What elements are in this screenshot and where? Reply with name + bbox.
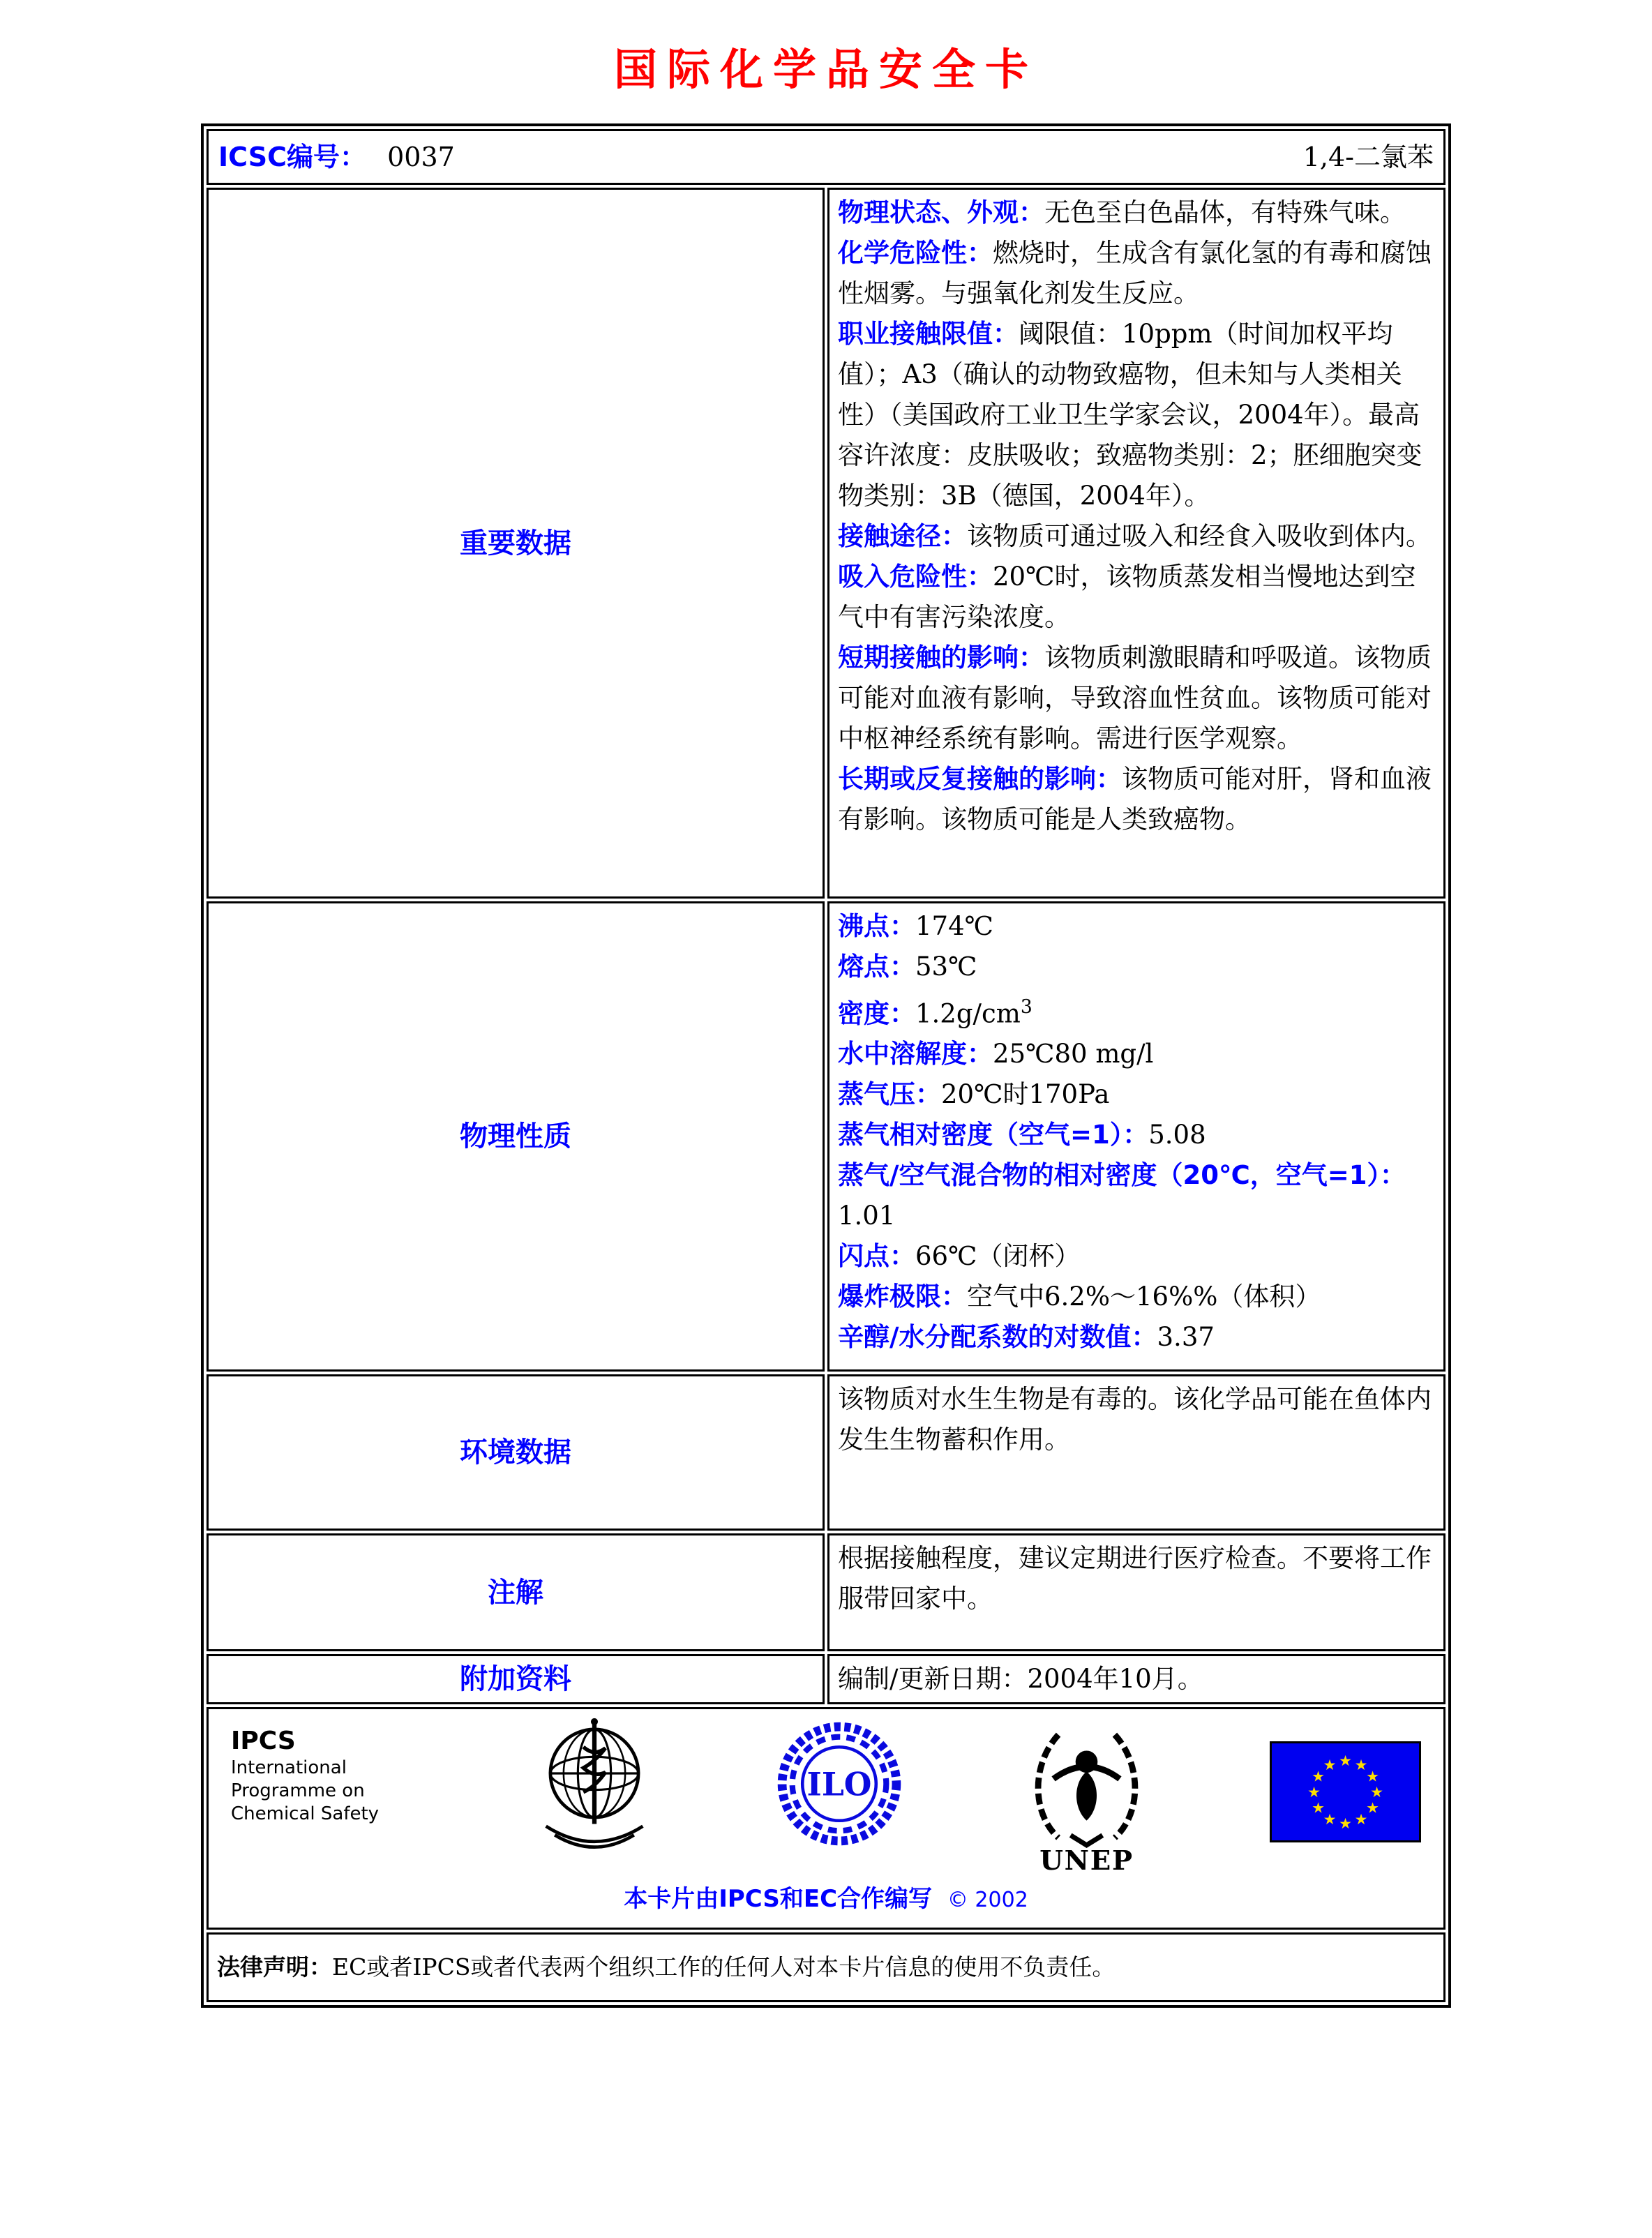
row-physical-properties xyxy=(206,901,1446,1372)
svg-text:★: ★ xyxy=(1312,1799,1325,1817)
field-long-term-effects: 长期或反复接触的影响：该物质可能对肝，肾和血液有影响。该物质可能是人类致癌物。 xyxy=(838,764,1432,834)
svg-text:★: ★ xyxy=(1370,1783,1383,1801)
section-content-additional xyxy=(827,1654,1446,1704)
svg-text:★: ★ xyxy=(1339,1752,1352,1769)
row-footer xyxy=(206,1707,1446,1930)
icsc-number-label: ICSC编号： xyxy=(218,142,366,172)
field-vapor-pressure: 蒸气压：20℃时170Pa xyxy=(838,1079,1110,1110)
section-content-important xyxy=(827,188,1446,899)
footer-cell xyxy=(206,1707,1446,1930)
section-label-notes: 注解 xyxy=(206,1533,825,1651)
icsc-number-value: 0037 xyxy=(387,142,455,172)
row-legal xyxy=(206,1932,1446,2002)
legal-cell xyxy=(206,1932,1446,2002)
field-inhalation-risk: 吸入危险性：20℃时，该物质蒸发相当慢地达到空气中有害污染浓度。 xyxy=(838,562,1416,632)
credit-line xyxy=(221,1879,1431,1921)
field-short-term-effects: 短期接触的影响：该物质刺激眼睛和呼吸道。该物质可能对血液有影响，导致溶血性贫血。该物质可能对中枢神经系统有影响。需进行医学观察。 xyxy=(838,643,1432,753)
section-content-environment xyxy=(827,1374,1446,1531)
svg-text:★: ★ xyxy=(1354,1756,1368,1773)
field-vapor-relative-density: 蒸气相对密度（空气=1）：5.08 xyxy=(838,1120,1206,1150)
field-occupational-limits: 职业接触限值：阈限值：10ppm（时间加权平均值）；A3（确认的动物致癌物，但未知与人类相关性）（美国政府工业卫生学家会议，2004年）。最高容许浓度：皮肤吸收；致癌物类别：2；胚细胞突变物类别：3B（德国，2004年）。 xyxy=(838,319,1422,511)
svg-text:★: ★ xyxy=(1354,1810,1368,1828)
field-explosion-limits: 爆炸极限：空气中6.2%～16%%（体积） xyxy=(838,1282,1321,1312)
unep-icon xyxy=(1019,1718,1155,1875)
section-label-additional: 附加资料 xyxy=(206,1654,825,1704)
page-title: 国际化学品安全卡 xyxy=(613,44,1038,95)
legal-text: EC或者IPCS或者代表两个组织工作的任何人对本卡片信息的使用不负责任。 xyxy=(332,1953,1116,1981)
ilo-icon xyxy=(776,1720,903,1847)
field-boiling-point: 沸点：174℃ xyxy=(838,911,994,941)
row-additional-info xyxy=(206,1654,1446,1704)
section-content-notes xyxy=(827,1533,1446,1651)
svg-text:★: ★ xyxy=(1323,1756,1337,1773)
field-chemical-danger: 化学危险性：燃烧时，生成含有氯化氢的有毒和腐蚀性烟雾。与强氧化剂发生反应。 xyxy=(838,238,1432,308)
ipcs-subtitle-line: International xyxy=(231,1757,347,1778)
field-water-solubility: 水中溶解度：25℃80 mg/l xyxy=(838,1039,1154,1069)
svg-text:★: ★ xyxy=(1312,1768,1325,1785)
section-label-environment: 环境数据 xyxy=(206,1374,825,1531)
additional-text: 编制/更新日期：2004年10月。 xyxy=(838,1664,1203,1694)
field-vapor-air-mixture-density: 蒸气/空气混合物的相对密度（20℃，空气=1）：1.01 xyxy=(838,1160,1406,1231)
section-label-physical: 物理性质 xyxy=(206,901,825,1372)
icsc-table xyxy=(201,123,1451,2008)
footer-logos xyxy=(221,1716,1431,1875)
who-icon xyxy=(528,1716,661,1859)
svg-text:★: ★ xyxy=(1366,1799,1379,1817)
credit-year: © 2002 xyxy=(947,1888,1028,1912)
field-flash-point: 闪点：66℃（闭杯） xyxy=(838,1241,1081,1272)
ipcs-subtitle-line: Chemical Safety xyxy=(231,1803,380,1824)
ilo-label: ILO xyxy=(806,1765,872,1803)
ipcs-subtitle-line: Programme on xyxy=(231,1780,365,1801)
header-row xyxy=(206,129,1446,185)
legal-label: 法律声明： xyxy=(217,1953,332,1981)
credit-text: 本卡片由IPCS和EC合作编写 xyxy=(624,1885,933,1913)
ipcs-text-block xyxy=(231,1726,412,1826)
field-density: 密度：$1.2g/cm^3$ xyxy=(838,996,1032,1029)
unep-label: UNEP xyxy=(1039,1845,1134,1875)
notes-text: 根据接触程度，建议定期进行医疗检查。不要将工作服带回家中。 xyxy=(838,1543,1432,1614)
row-notes xyxy=(206,1533,1446,1651)
section-content-physical xyxy=(827,901,1446,1372)
header-cell xyxy=(206,129,1446,185)
svg-text:★: ★ xyxy=(1339,1815,1352,1832)
chemical-name: 1,4-二氯苯 xyxy=(1302,142,1434,172)
field-melting-point: 熔点：53℃ xyxy=(838,952,977,982)
field-physical-state: 物理状态、外观：无色至白色晶体，有特殊气味。 xyxy=(838,197,1406,227)
svg-text:★: ★ xyxy=(1366,1768,1379,1785)
section-label-important: 重要数据 xyxy=(206,188,825,899)
svg-text:★: ★ xyxy=(1323,1810,1337,1828)
ipcs-title: IPCS xyxy=(231,1727,296,1755)
field-octanol-water-coefficient: 辛醇/水分配系数的对数值：3.37 xyxy=(838,1322,1215,1353)
environment-text: 该物质对水生生物是有毒的。该化学品可能在鱼体内发生生物蓄积作用。 xyxy=(838,1384,1432,1455)
svg-text:★: ★ xyxy=(1307,1783,1321,1801)
row-environmental-data xyxy=(206,1374,1446,1531)
row-important-data xyxy=(206,188,1446,899)
eu-flag-icon xyxy=(1270,1741,1421,1842)
field-exposure-routes: 接触途径：该物质可通过吸入和经食入吸收到体内。 xyxy=(838,521,1432,551)
